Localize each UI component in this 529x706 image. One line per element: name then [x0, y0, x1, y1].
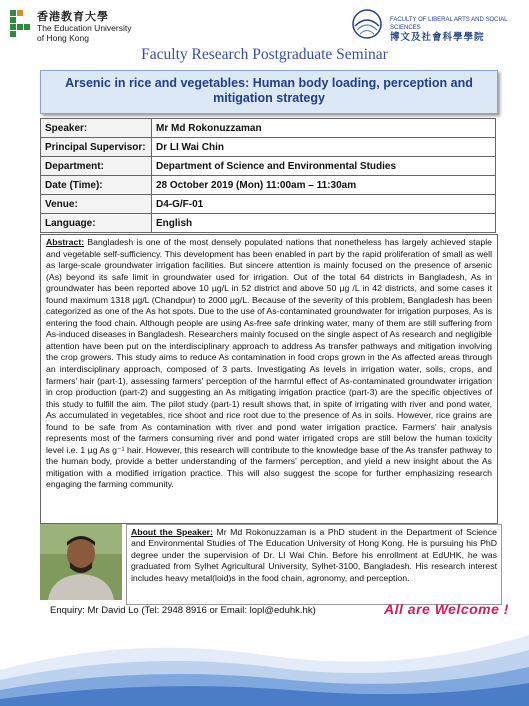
speaker-photo: [40, 524, 122, 600]
info-value: Dr LI Wai Chin: [152, 138, 496, 157]
info-label: Date (Time):: [41, 176, 152, 195]
info-label: Department:: [41, 157, 152, 176]
info-table: [40, 118, 496, 233]
info-value: Mr Md Rokonuzzaman: [152, 119, 496, 138]
info-value: English: [152, 214, 496, 233]
info-label: Speaker:: [41, 119, 152, 138]
seminar-title: Faculty Research Postgraduate Seminar: [141, 46, 388, 63]
about-speaker-label: About the Speaker:: [131, 527, 213, 537]
info-value: D4-G/F-01: [152, 195, 496, 214]
abstract-label: Abstract:: [46, 237, 85, 247]
abstract-box: [40, 234, 498, 524]
info-label: Principal Supervisor:: [41, 138, 152, 157]
abstract-text: Bangladesh is one of the most densely populated nations that nonetheless has largely achieved staple and vegetable self-sufficiency. This development has been enabled in part by the rapid proliferation of small as well as large-scale groundwater irrigation facilities. But sincere attention is mainly focused on the presence of arsenic (As) beyond its safe limit in groundwater used for irrigation. Out of the total 64 districts in Bangladesh, As in groundwater has been reported above 10 µg/L in 52 district and above 50 µg /L in 42 districts, and some cases it found maximum 1318 µg/L (Chandpur) to 2000 µg/L. Because of the severity of this problem, Bangladesh has been categorized as one of the As hot spots. Due to the use of As-contaminated groundwater for irrigation purposes, As is entering the food chain. Although people are using As-free safe drinking water, many of them are still suffering from As-induced diseases in Bangladesh. Researchers mainly focused on the single aspect of As research and negligible attention have been put on the interdisciplinary approach to address As transfer pathways and mitigation involving the crop growers. This study aims to reduce As contamination in food crops grown in the As affected areas through an interdisciplinary approach, composed of 3 parts. Investigating As levels in irrigation water, soils, crops, and farmers' hair (part-1), assessing farmers' perception of the harmful effect of As-contaminated groundwater irrigation in crop production (part-2) and suggesting an As mitigating irrigation practice (part-3) are the specific objectives of this study to fulfill the aim. The pilot study (part-1) result shows that, in spite of irrigating with river and pond water, As accumulated in vegetables, rice shoot and rice root due to the presence of As in soils. However, rice grains are found to be safe from As contamination with river and pond water irrigation practice. Farmers' hair analysis represents most of the farmers consuming river and pond water irrigated crops are still below the human toxicity level i.e. 1 µg As g⁻¹ hair. However, this research will contribute to the knowledge base of the As transfer pathway to the human body, provide a better understanding of the farmers' perception, and yield a new insight about the As mitigation with a modified irrigation practice. This will also suggest the scope for further emphasizing research engaging the farming community.: [46, 237, 492, 490]
info-value: Department of Science and Environmental Studies: [152, 157, 496, 176]
talk-title-box: [40, 70, 498, 114]
info-label: Venue:: [41, 195, 152, 214]
enquiry-text: Enquiry: Mr David Lo (Tel: 2948 8916 or Email: lopl@eduhk.hk): [50, 605, 316, 616]
info-value: 28 October 2019 (Mon) 11:00am – 11:30am: [152, 176, 496, 195]
info-row-supervisor: [41, 138, 496, 157]
faculty-logo[interactable]: [350, 8, 525, 42]
faculty-english-name: FACULTY OF LIBERAL ARTS AND SOCIAL SCIENCES: [390, 17, 508, 31]
eduhk-english-line2: of Hong Kong: [37, 33, 89, 43]
decorative-waves: [0, 615, 529, 706]
info-row-language: [41, 214, 496, 233]
info-row-speaker: [41, 119, 496, 138]
faculty-chinese-name: 博文及社會科學學院: [390, 32, 485, 43]
welcome-text: All are Welcome !: [384, 601, 509, 617]
about-speaker-text: Mr Md Rokonuzzaman is a PhD student in the Department of Science and Environmental Studies of The Education University of Hong Kong. He is pursuing his PhD degree under the supervision of Dr. LI Wai Chin. Before his enrollment at EdUHK, he was graduated from Sylhet Agricultural University, Sylhet-3100, Bangladesh. His research interest includes heavy metal(loid)s in the food chain, agronomy, and perception.: [131, 527, 497, 583]
eduhk-english-line1: The Education University: [37, 23, 132, 33]
info-label: Language:: [41, 214, 152, 233]
eduhk-logo-icon: [10, 10, 32, 40]
header: [0, 0, 529, 48]
info-row-venue: [41, 195, 496, 214]
eduhk-logo-text: [37, 11, 132, 43]
about-speaker-box: [126, 524, 502, 605]
faculty-logo-text: [390, 16, 525, 44]
info-row-date: [41, 176, 496, 195]
speaker-photo-image: [40, 524, 122, 600]
eduhk-chinese-name: 香港教育大學: [37, 11, 109, 23]
info-row-department: [41, 157, 496, 176]
eduhk-logo[interactable]: [10, 10, 135, 42]
faculty-logo-icon: [350, 8, 384, 40]
talk-title: Arsenic in rice and vegetables: Human body loading, perception and mitigation strategy: [65, 76, 473, 105]
